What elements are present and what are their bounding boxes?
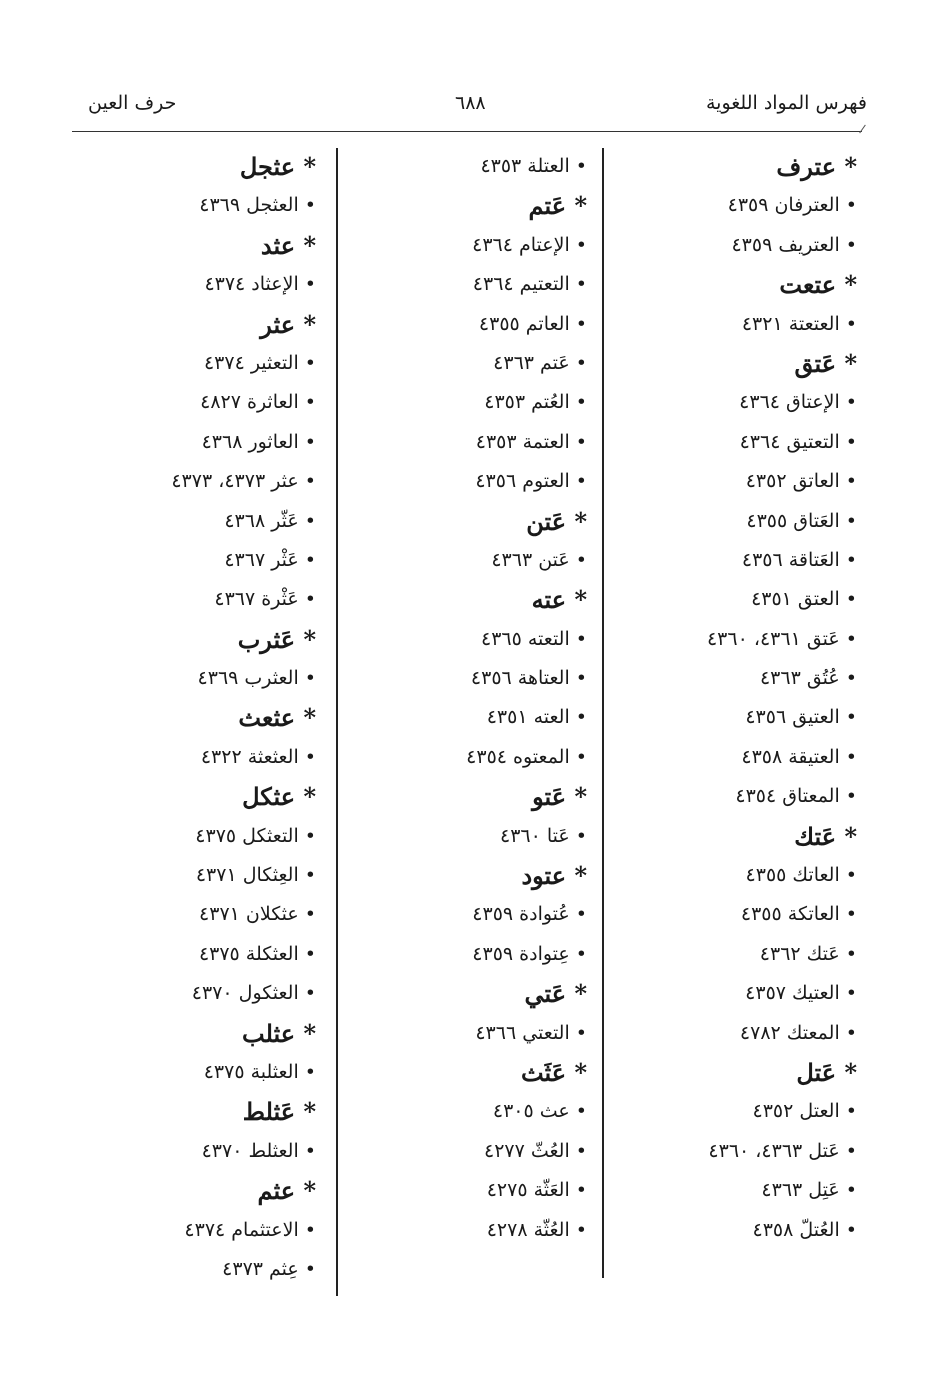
root-heading: * عَتن (526, 506, 587, 536)
header-rule (72, 131, 862, 132)
root-heading: * عَتم (528, 191, 587, 221)
running-header-section: حرف العين (88, 92, 177, 114)
word-entry: • عَتا ٤٣٦٠ (500, 824, 587, 847)
word-entry: • التعثكل ٤٣٧٥ (195, 824, 316, 847)
word-entry: • العُتم ٤٣٥٣ (484, 391, 587, 414)
word-entry: • العُتلّ ٤٣٥٨ (752, 1218, 857, 1241)
word-entry: • العاتكة ٤٣٥٥ (740, 903, 857, 926)
word-entry: • عَثْرة ٤٣٦٧ (214, 588, 316, 611)
root-heading: * عترف (776, 152, 857, 181)
word-entry: • العثلط ٤٣٧٠ (201, 1139, 316, 1162)
word-entry: • الإعتاق ٤٣٦٤ (739, 391, 857, 414)
word-entry: • التعتي ٤٣٦٦ (475, 1021, 587, 1044)
running-header-title: فهرس المواد اللغوية (705, 92, 867, 114)
root-heading: * عثر (260, 309, 316, 339)
word-entry: • التعتيق ٤٣٦٤ (739, 430, 857, 453)
word-entry: • الاعتثمام ٤٣٧٤ (184, 1218, 316, 1241)
word-entry: • العته ٤٣٥١ (486, 706, 587, 729)
word-entry: • العاتم ٤٣٥٥ (478, 312, 587, 335)
word-entry: • المعتاق ٤٣٥٤ (735, 785, 857, 808)
word-entry: • العثلبة ٤٣٧٥ (203, 1060, 316, 1083)
word-entry: • عَتق ٤٣٦١، ٤٣٦٠ (706, 627, 857, 650)
word-entry: • عَثْر ٤٣٦٧ (224, 548, 316, 571)
word-entry: • العَتاق ٤٣٥٥ (746, 509, 857, 532)
word-entry: • عَتك ٤٣٦٢ (759, 942, 857, 965)
word-entry: • المعتوه ٤٣٥٤ (466, 745, 587, 768)
word-entry: • العثرب ٤٣٦٩ (197, 667, 316, 690)
word-entry: • العاتك ٤٣٥٥ (745, 864, 857, 887)
column-divider-right (602, 148, 604, 1278)
word-entry: • العثعثة ٤٣٢٢ (200, 745, 316, 768)
root-heading: * عَثَث (520, 1057, 587, 1087)
word-entry: • التعته ٤٣٦٥ (480, 627, 587, 650)
word-entry: • العتيق ٤٣٥٦ (745, 706, 857, 729)
word-entry: • عَتل ٤٣٦٣، ٤٣٦٠ (708, 1139, 857, 1162)
root-heading: * عَتك (794, 821, 857, 851)
word-entry: • العتاهة ٤٣٥٦ (470, 667, 587, 690)
word-entry: • العاثرة ٤٨٢٧ (200, 391, 316, 414)
word-entry: • العُثّة ٤٢٧٨ (486, 1218, 587, 1241)
word-entry: • العترفان ٤٣٥٩ (727, 194, 857, 217)
index-column-middle (362, 147, 587, 1250)
word-entry: • العَتاقة ٤٣٥٦ (741, 548, 857, 571)
word-entry: • العتوم ٤٣٥٦ (475, 470, 587, 493)
root-heading: * عتود (521, 861, 587, 891)
root-heading: * عَتق (794, 348, 857, 378)
root-heading: * عثد (260, 230, 316, 260)
word-entry: • العتق ٤٣٥١ (751, 588, 857, 611)
root-heading: * عَتو (532, 782, 587, 812)
root-heading: * عَثلط (242, 1097, 316, 1127)
root-heading: * عثعث (238, 703, 316, 733)
word-entry: • العتلة ٤٣٥٣ (480, 155, 587, 177)
root-heading: * عثلب (242, 1018, 316, 1048)
word-entry: • التعتيم ٤٣٦٤ (472, 273, 587, 296)
word-entry: • عَثّر ٤٣٦٨ (224, 509, 316, 532)
index-column-right (607, 147, 857, 1250)
root-heading: * عته (531, 585, 587, 615)
word-entry: • عثر ٤٣٧٣، ٤٣٧٣ (171, 470, 316, 493)
word-entry: • العاتق ٤٣٥٢ (745, 470, 857, 493)
word-entry: • عَتن ٤٣٦٣ (491, 548, 587, 571)
word-entry: • عُتوادة ٤٣٥٩ (472, 903, 587, 926)
root-heading: * عثجل (239, 152, 316, 181)
root-heading: * عثكل (242, 782, 316, 812)
word-entry: • عِتوادة ٤٣٥٩ (472, 942, 587, 965)
word-entry: • المعتك ٤٧٨٢ (739, 1021, 857, 1044)
column-divider-left (336, 148, 338, 1296)
word-entry: • الإعثاد ٤٣٧٤ (204, 273, 316, 296)
word-entry: • العاثور ٤٣٦٨ (201, 430, 316, 453)
word-entry: • العتيقة ٤٣٥٨ (741, 745, 857, 768)
word-entry: • عُتُق ٤٣٦٣ (759, 667, 857, 690)
index-column-left (56, 147, 316, 1289)
word-entry: • العتريف ٤٣٥٩ (731, 233, 857, 256)
root-heading: * عَتي (524, 979, 587, 1009)
header-rule-tick (859, 125, 866, 134)
word-entry: • العثكول ٤٣٧٠ (191, 982, 316, 1005)
word-entry: • العتعتة ٤٣٢١ (741, 312, 857, 335)
root-heading: * عتعت (779, 270, 857, 300)
word-entry: • العتل ٤٣٥٢ (752, 1100, 857, 1123)
word-entry: • العتمة ٤٣٥٣ (475, 430, 587, 453)
root-heading: * عَثرب (237, 624, 316, 654)
word-entry: • التعثير ٤٣٧٤ (203, 351, 316, 374)
word-entry: • العَثّة ٤٢٧٥ (486, 1179, 587, 1202)
word-entry: • الإعتام ٤٣٦٤ (472, 233, 587, 256)
root-heading: * عَتل (796, 1057, 857, 1087)
word-entry: • عَتم ٤٣٦٣ (493, 351, 587, 374)
word-entry: • عَتِل ٤٣٦٣ (761, 1179, 857, 1202)
word-entry: • العتيك ٤٣٥٧ (745, 982, 857, 1005)
word-entry: • عِثم ٤٣٧٣ (222, 1257, 316, 1280)
word-entry: • العُثّ ٤٢٧٧ (483, 1139, 587, 1162)
word-entry: • عثكلان ٤٣٧١ (199, 903, 316, 926)
word-entry: • العِثكال ٤٣٧١ (195, 864, 316, 887)
word-entry: • عث ٤٣٠٥ (492, 1100, 587, 1123)
root-heading: * عثم (257, 1176, 316, 1206)
word-entry: • العثجل ٤٣٦٩ (199, 194, 316, 217)
page-number: ٦٨٨ (455, 92, 486, 114)
word-entry: • العثكلة ٤٣٧٥ (198, 942, 316, 965)
